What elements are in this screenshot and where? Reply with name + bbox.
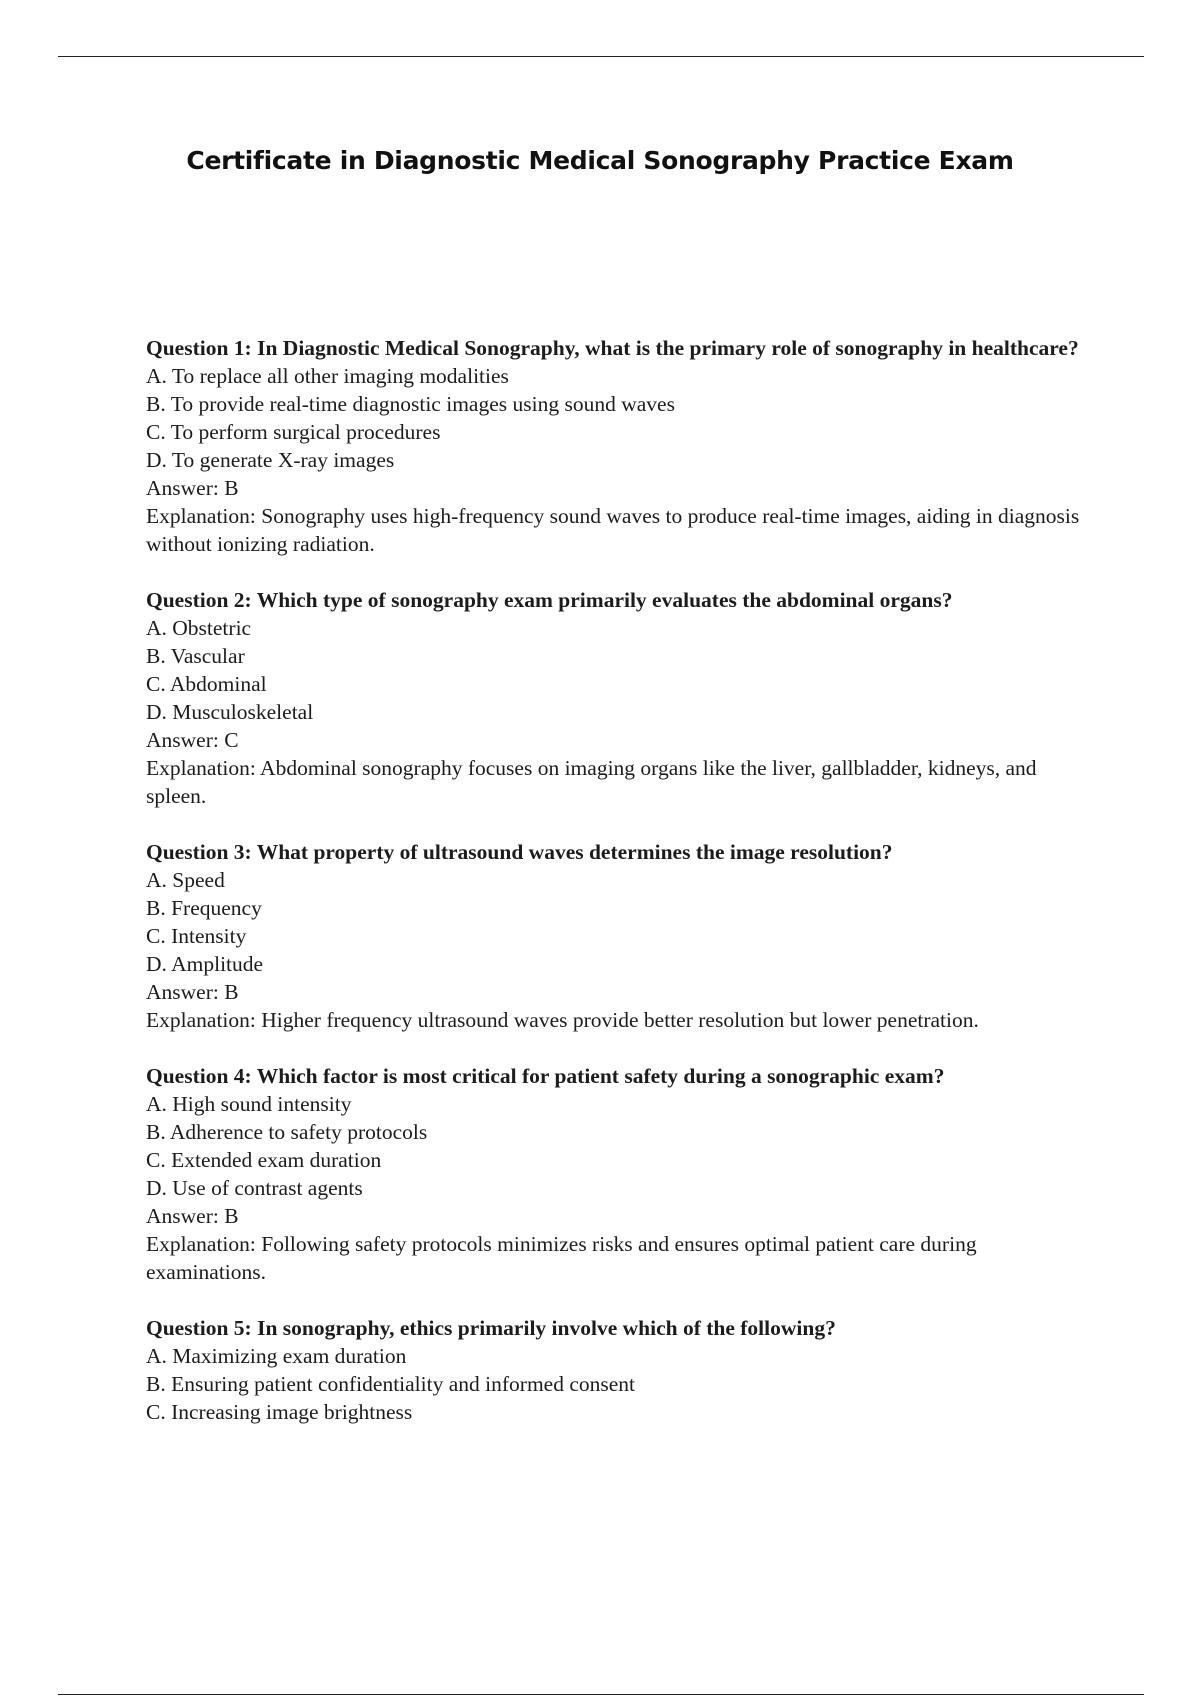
- answer: Answer: B: [146, 1204, 239, 1228]
- option-c: C. Extended exam duration: [146, 1148, 382, 1172]
- page-title: Certificate in Diagnostic Medical Sonography Practice Exam: [186, 146, 1014, 175]
- question-stem: Question 5: In sonography, ethics primarily involve which of the following?: [146, 1316, 836, 1340]
- explanation: Explanation: Higher frequency ultrasound waves provide better resolution but lower penetration.: [146, 1008, 979, 1032]
- question-stem: Question 4: Which factor is most critical for patient safety during a sonographic exam?: [146, 1064, 945, 1088]
- question-list: [146, 334, 1096, 1454]
- option-a: A. Speed: [146, 868, 225, 892]
- explanation: Explanation: Abdominal sonography focuses on imaging organs like the liver, gallbladder, kidneys, and spleen.: [146, 756, 1037, 808]
- bottom-rule: [58, 1694, 1144, 1695]
- option-b: B. Adherence to safety protocols: [146, 1120, 428, 1144]
- option-c: C. Increasing image brightness: [146, 1400, 413, 1424]
- answer: Answer: C: [146, 728, 239, 752]
- option-a: A. Maximizing exam duration: [146, 1344, 407, 1368]
- question-5: [146, 1314, 1096, 1426]
- question-stem: Question 1: In Diagnostic Medical Sonography, what is the primary role of sonography in healthcare?: [146, 336, 1079, 360]
- answer: Answer: B: [146, 980, 239, 1004]
- option-b: B. Frequency: [146, 896, 262, 920]
- explanation: Explanation: Sonography uses high-frequency sound waves to produce real-time images, aiding in diagnosis without ionizing radiation.: [146, 504, 1080, 556]
- question-1: [146, 334, 1096, 558]
- option-a: A. Obstetric: [146, 616, 252, 640]
- option-a: A. To replace all other imaging modalities: [146, 364, 509, 388]
- answer: Answer: B: [146, 476, 239, 500]
- question-stem: Question 3: What property of ultrasound waves determines the image resolution?: [146, 840, 893, 864]
- option-a: A. High sound intensity: [146, 1092, 352, 1116]
- option-b: B. Ensuring patient confidentiality and informed consent: [146, 1372, 636, 1396]
- explanation: Explanation: Following safety protocols minimizes risks and ensures optimal patient care during examinations.: [146, 1232, 977, 1284]
- option-c: C. Abdominal: [146, 672, 267, 696]
- option-d: D. To generate X-ray images: [146, 448, 395, 472]
- option-b: B. Vascular: [146, 644, 245, 668]
- option-d: D. Amplitude: [146, 952, 264, 976]
- question-3: [146, 838, 1096, 1034]
- option-b: B. To provide real-time diagnostic images using sound waves: [146, 392, 675, 416]
- option-c: C. Intensity: [146, 924, 247, 948]
- option-c: C. To perform surgical procedures: [146, 420, 441, 444]
- top-rule: [58, 56, 1144, 57]
- option-d: D. Use of contrast agents: [146, 1176, 363, 1200]
- question-2: [146, 586, 1096, 810]
- question-4: [146, 1062, 1096, 1286]
- option-d: D. Musculoskeletal: [146, 700, 314, 724]
- question-stem: Question 2: Which type of sonography exam primarily evaluates the abdominal organs?: [146, 588, 953, 612]
